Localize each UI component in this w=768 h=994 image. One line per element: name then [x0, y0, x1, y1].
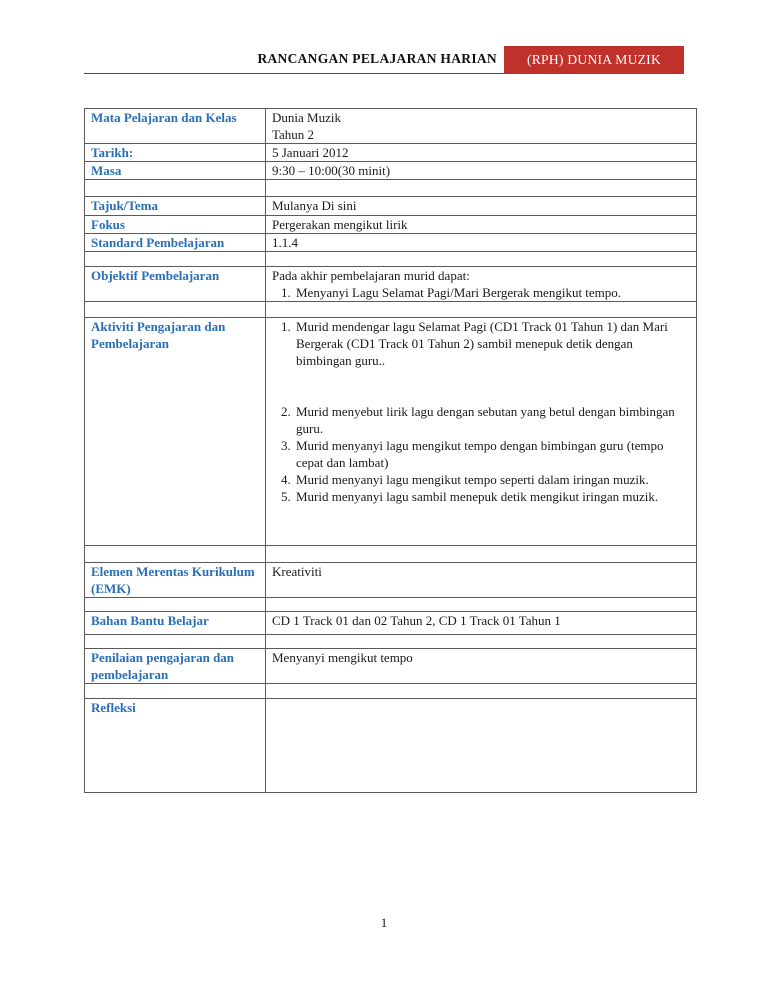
- spacer-row: [85, 302, 697, 318]
- header-underline: [84, 73, 504, 74]
- list-item: 3. Murid menyanyi lagu mengikut tempo dengan bimbingan guru (tempo cepat dan lambat): [294, 437, 690, 471]
- value-tarikh: 5 Januari 2012: [266, 144, 697, 162]
- list-item: 5. Murid menyanyi lagu sambil menepuk detik mengikut iringan muzik.: [294, 488, 690, 505]
- table-row: [85, 649, 697, 684]
- label-tarikh: Tarikh:: [85, 144, 266, 162]
- label-refleksi: Refleksi: [85, 699, 266, 793]
- value-objektif: [266, 267, 697, 302]
- value-bahan: CD 1 Track 01 dan 02 Tahun 2, CD 1 Track 01 Tahun 1: [266, 612, 697, 635]
- table-row: [85, 109, 697, 144]
- value-aktiviti: [266, 318, 697, 546]
- list-item: 1. Murid mendengar lagu Selamat Pagi (CD1 Track 01 Tahun 1) dan Mari Bergerak (CD1 Track 01 Tahun 2) sambil menepuk detik dengan bimbingan guru..: [294, 318, 690, 369]
- value-refleksi: [266, 699, 697, 793]
- value-emk: Kreativiti: [266, 563, 697, 598]
- table-row: [85, 612, 697, 635]
- value-mata-pelajaran: [266, 109, 697, 144]
- value-masa: 9:30 – 10:00(30 minit): [266, 162, 697, 180]
- spacer-row: [85, 546, 697, 563]
- aktiviti-list: [272, 318, 690, 505]
- page-header: [0, 46, 768, 74]
- objektif-list: [272, 284, 690, 301]
- header-badge: (RPH) DUNIA MUZIK: [504, 46, 684, 74]
- table-row: [85, 216, 697, 234]
- value-penilaian: Menyanyi mengikut tempo: [266, 649, 697, 684]
- label-tajuk: Tajuk/Tema: [85, 197, 266, 216]
- spacer-row: [85, 635, 697, 649]
- table-row: [85, 144, 697, 162]
- spacer-row: [85, 252, 697, 267]
- table-row: [85, 197, 697, 216]
- label-standard: Standard Pembelajaran: [85, 234, 266, 252]
- value-standard: 1.1.4: [266, 234, 697, 252]
- value-subject: Dunia Muzik: [272, 110, 341, 125]
- label-aktiviti: Aktiviti Pengajaran dan Pembelajaran: [85, 318, 266, 546]
- objektif-intro: Pada akhir pembelajaran murid dapat:: [272, 268, 470, 283]
- label-bahan: Bahan Bantu Belajar: [85, 612, 266, 635]
- table-row: [85, 318, 697, 546]
- lesson-plan-table: [84, 108, 697, 793]
- value-fokus: Pergerakan mengikut lirik: [266, 216, 697, 234]
- table-row: [85, 162, 697, 180]
- list-item: 2. Murid menyebut lirik lagu dengan sebutan yang betul dengan bimbingan guru.: [294, 403, 690, 437]
- label-emk: Elemen Merentas Kurikulum (EMK): [85, 563, 266, 598]
- page-number: 1: [380, 915, 388, 930]
- table-row: [85, 234, 697, 252]
- table-row: [85, 699, 697, 793]
- label-fokus: Fokus: [85, 216, 266, 234]
- value-class: Tahun 2: [272, 127, 315, 142]
- label-penilaian: Penilaian pengajaran dan pembelajaran: [85, 649, 266, 684]
- list-item: 1. Menyanyi Lagu Selamat Pagi/Mari Bergerak mengikut tempo.: [294, 284, 690, 301]
- spacer-row: [85, 684, 697, 699]
- label-mata-pelajaran: Mata Pelajaran dan Kelas: [85, 109, 266, 144]
- spacer-row: [85, 598, 697, 612]
- table-row: [85, 563, 697, 598]
- label-masa: Masa: [85, 162, 266, 180]
- label-objektif: Objektif Pembelajaran: [85, 267, 266, 302]
- header-title: RANCANGAN PELAJARAN HARIAN: [257, 51, 497, 66]
- value-tajuk: Mulanya Di sini: [266, 197, 697, 216]
- table-row: [85, 267, 697, 302]
- list-item: 4. Murid menyanyi lagu mengikut tempo seperti dalam iringan muzik.: [294, 471, 690, 488]
- spacer-row: [85, 180, 697, 197]
